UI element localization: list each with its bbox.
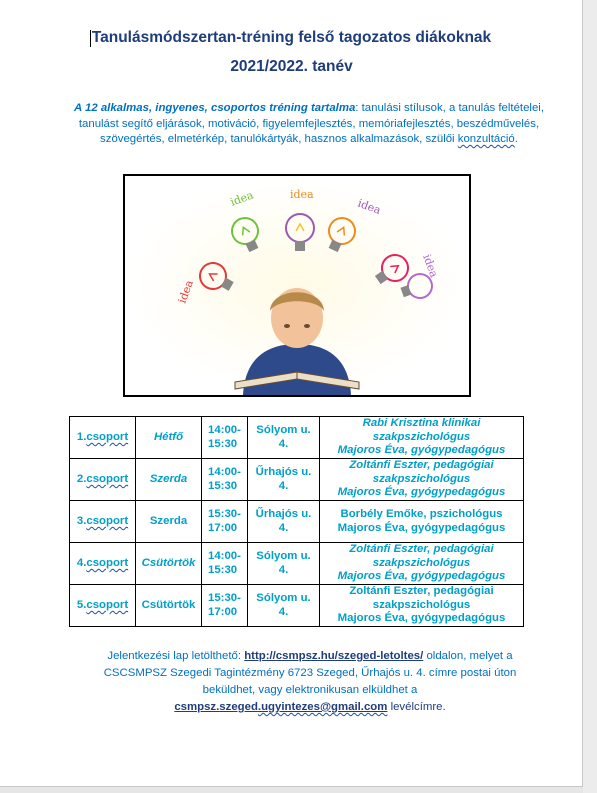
place-cell: Űrhajós u. 4. xyxy=(248,501,320,543)
group-cell: 5.csoport xyxy=(70,585,136,627)
leaders-cell xyxy=(320,417,524,459)
idea-word: idea xyxy=(355,196,383,217)
contact-text-2: oldalon, melyet a xyxy=(423,650,513,662)
leader-name: Majoros Éva, gyógypedagógus xyxy=(337,570,506,583)
contact-address: CSCSMPSZ Szegedi Tagintézmény 6723 Szeged, Űrhajós u. 4. címre postai úton xyxy=(103,667,517,679)
time-cell: 14:00-15:30 xyxy=(202,543,248,585)
table-row xyxy=(70,585,524,627)
group-cell: 4.csoport xyxy=(70,543,136,585)
time-cell: 14:00-15:30 xyxy=(202,459,248,501)
leader-name: Rabi Krisztina klinikai szakpszichológus xyxy=(362,417,481,443)
idea-word: idea xyxy=(175,278,196,306)
leader-name: Majoros Éva, gyógypedagógus xyxy=(337,444,506,457)
idea-word: idea xyxy=(228,188,256,209)
contact-line-3: beküldhet, vagy elektronikusan elküldhet a xyxy=(202,684,418,696)
place-cell: Sólyom u. 4. xyxy=(248,543,320,585)
group-cell: 1.csoport xyxy=(70,417,136,459)
group-cell: 2.csoport xyxy=(70,459,136,501)
day-cell: Szerda xyxy=(136,459,202,501)
table-row xyxy=(70,543,524,585)
group-cell: 3.csoport xyxy=(70,501,136,543)
window-edge xyxy=(583,0,597,793)
idea-bulbs-boy-graphic xyxy=(125,176,469,395)
day-cell: Hétfő xyxy=(136,417,202,459)
leader-name: Zoltánfi Eszter, pedagógiai szakpszichológus xyxy=(349,459,494,485)
leader-name: Majoros Éva, gyógypedagógus xyxy=(337,486,506,499)
time-cell: 15:30-17:00 xyxy=(202,501,248,543)
idea-illustration xyxy=(123,174,471,397)
table-row xyxy=(70,417,524,459)
leaders-cell xyxy=(320,543,524,585)
leaders-cell xyxy=(320,459,524,501)
download-link[interactable]: http://csmpsz.hu/szeged-letoltes/ xyxy=(244,650,424,662)
table-row xyxy=(70,501,524,543)
intro-body: : tanulási stílusok, a tanulás feltételei, tanulást segítő eljárások, motiváció, figyelemfejlesztés, memóriafejlesztés, beszédművelés, szövegértés, elmetérkép, tanulókártyák, hasznos alkalmazások, szülői xyxy=(78,102,544,145)
place-cell: Sólyom u. 4. xyxy=(248,417,320,459)
intro-lead: A 12 alkalmas, ingyenes, csoportos tréning tartalma xyxy=(74,102,356,114)
time-cell: 15:30-17:00 xyxy=(202,585,248,627)
school-year: 2021/2022. tanév xyxy=(230,58,353,75)
contact-paragraph xyxy=(60,648,560,716)
table-row xyxy=(70,459,524,501)
day-cell: Csütörtök xyxy=(136,585,202,627)
day-cell: Csütörtök xyxy=(136,543,202,585)
leader-name: Zoltánfi Eszter, pedagógiai szakpszichológus xyxy=(349,585,494,611)
idea-word: idea xyxy=(290,188,314,201)
time-cell: 14:00-15:30 xyxy=(202,417,248,459)
leaders-cell xyxy=(320,585,524,627)
idea-word: idea xyxy=(420,252,441,280)
document-title: Tanulásmódszertan-tréning felső tagozatos diákoknak xyxy=(91,29,492,46)
contact-text-1: Jelentkezési lap letölthető: xyxy=(107,650,245,662)
place-cell: Űrhajós u. 4. xyxy=(248,459,320,501)
leader-name: Borbély Emőke, pszichológus xyxy=(340,508,503,520)
contact-text-3: levélcímre. xyxy=(387,701,446,713)
intro-end: . xyxy=(514,133,518,145)
schedule-table xyxy=(69,416,524,627)
intro-last-word: konzultáció xyxy=(457,133,515,145)
day-cell: Szerda xyxy=(136,501,202,543)
leaders-cell xyxy=(320,501,524,543)
intro-paragraph xyxy=(72,101,546,148)
email-link[interactable]: csmpsz.szeged.ugyintezes@gmail.com xyxy=(174,701,388,713)
leader-name: Majoros Éva, gyógypedagógus xyxy=(337,521,506,534)
leader-name: Zoltánfi Eszter, pedagógiai szakpszichológus xyxy=(349,543,494,569)
leader-name: Majoros Éva, gyógypedagógus xyxy=(337,612,506,625)
place-cell: Sólyom u. 4. xyxy=(248,585,320,627)
